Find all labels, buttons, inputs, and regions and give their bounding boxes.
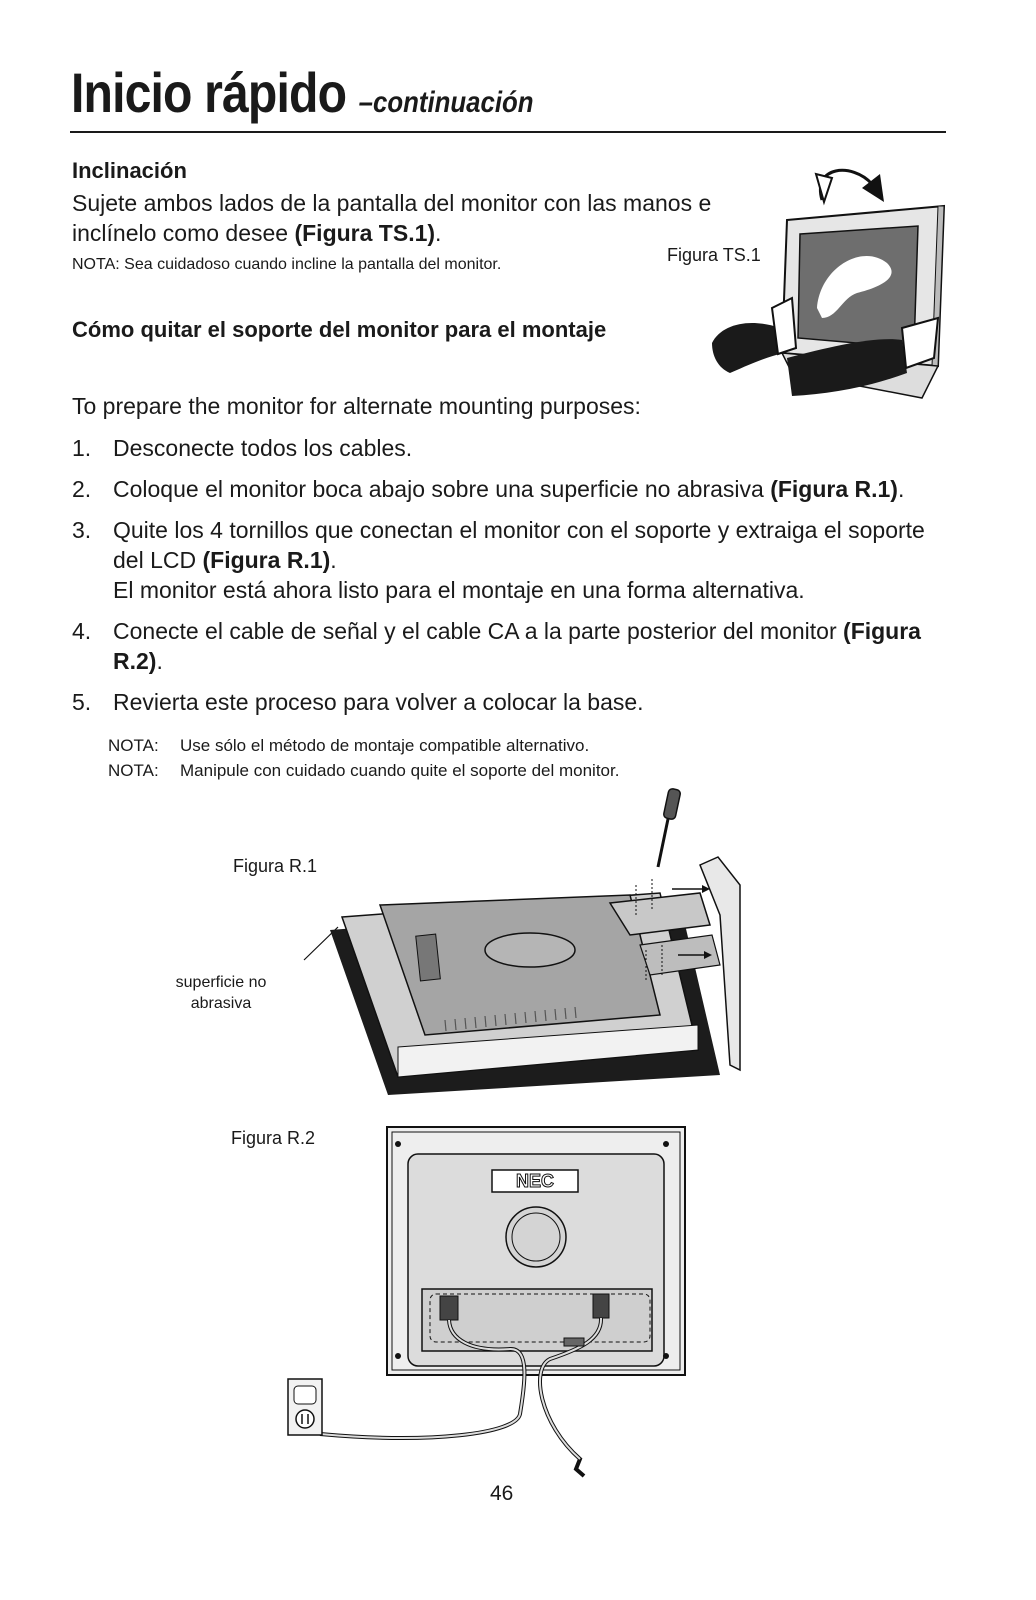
title-subtitle: –continuación	[358, 86, 534, 119]
nec-logo: NEC	[515, 1171, 555, 1191]
tilt-heading: Inclinación	[72, 158, 187, 183]
figure-r2-illustration	[280, 1124, 700, 1484]
step-number: 4.	[72, 618, 92, 644]
page-number: 46	[490, 1482, 514, 1505]
tilt-text-end: .	[435, 220, 442, 246]
step-3	[72, 515, 952, 605]
step-end: .	[897, 476, 905, 502]
figure-r1-illustration	[300, 785, 760, 1105]
note-label: NOTA:	[108, 736, 159, 755]
note-row	[108, 758, 619, 783]
figure-r2-label: Figura R.2	[231, 1128, 316, 1148]
step-4	[72, 616, 952, 676]
step-figure-ref: (Figura R.2)	[113, 618, 921, 674]
step-text: Conecte el cable de señal y el cable CA a la parte posterior del monitor	[113, 618, 844, 644]
step-text: Coloque el monitor boca abajo sobre una superficie no abrasiva	[113, 476, 771, 502]
tilt-figure-ref: (Figura TS.1)	[294, 220, 436, 246]
step-figure-ref: (Figura R.1)	[202, 547, 331, 573]
note-text: Manipule con cuidado cuando quite el soporte del monitor.	[180, 761, 620, 780]
step-extra: El monitor está ahora listo para el montaje en una forma alternativa.	[113, 577, 805, 603]
figure-r1-callout	[160, 972, 282, 1014]
step-text: Quite los 4 tornillos que conectan el monitor con el soporte y extraiga el soporte del LCD	[113, 517, 925, 573]
removal-heading: Cómo quitar el soporte del monitor para el montaje	[72, 317, 607, 342]
removal-notes	[108, 733, 619, 783]
figure-r1-label: Figura R.1	[233, 856, 318, 876]
removal-steps	[72, 433, 952, 728]
note-row	[108, 733, 619, 758]
figure-ts1-illustration	[712, 158, 952, 408]
note-text: Use sólo el método de montaje compatible alternativo.	[180, 736, 590, 755]
note-label: NOTA:	[108, 761, 159, 780]
title-main: Inicio rápido	[71, 61, 347, 124]
step-5	[72, 687, 952, 717]
tilt-text-body: Sujete ambos lados de la pantalla del monitor con las manos e inclínelo como desee	[72, 190, 712, 246]
callout-line2: abrasiva	[190, 995, 252, 1012]
title-rule	[70, 131, 946, 133]
tilt-note: NOTA: Sea cuidadoso cuando incline la pantalla del monitor.	[72, 256, 502, 273]
callout-line1: superficie no	[175, 974, 267, 991]
step-1	[72, 433, 952, 463]
step-number: 2.	[72, 476, 92, 502]
step-text: Desconecte todos los cables.	[113, 435, 413, 461]
step-figure-ref: (Figura R.1)	[770, 476, 898, 502]
step-end: .	[156, 648, 163, 674]
figure-ts1-label: Figura TS.1	[667, 245, 761, 265]
step-number: 1.	[72, 435, 92, 461]
step-number: 3.	[72, 517, 92, 543]
step-2	[72, 474, 952, 504]
removal-intro: To prepare the monitor for alternate mounting purposes:	[72, 393, 641, 419]
tilt-text	[72, 188, 772, 248]
page-title	[71, 62, 534, 124]
step-text: Revierta este proceso para volver a colocar la base.	[113, 689, 644, 715]
step-end: .	[330, 547, 337, 573]
step-number: 5.	[72, 689, 92, 715]
